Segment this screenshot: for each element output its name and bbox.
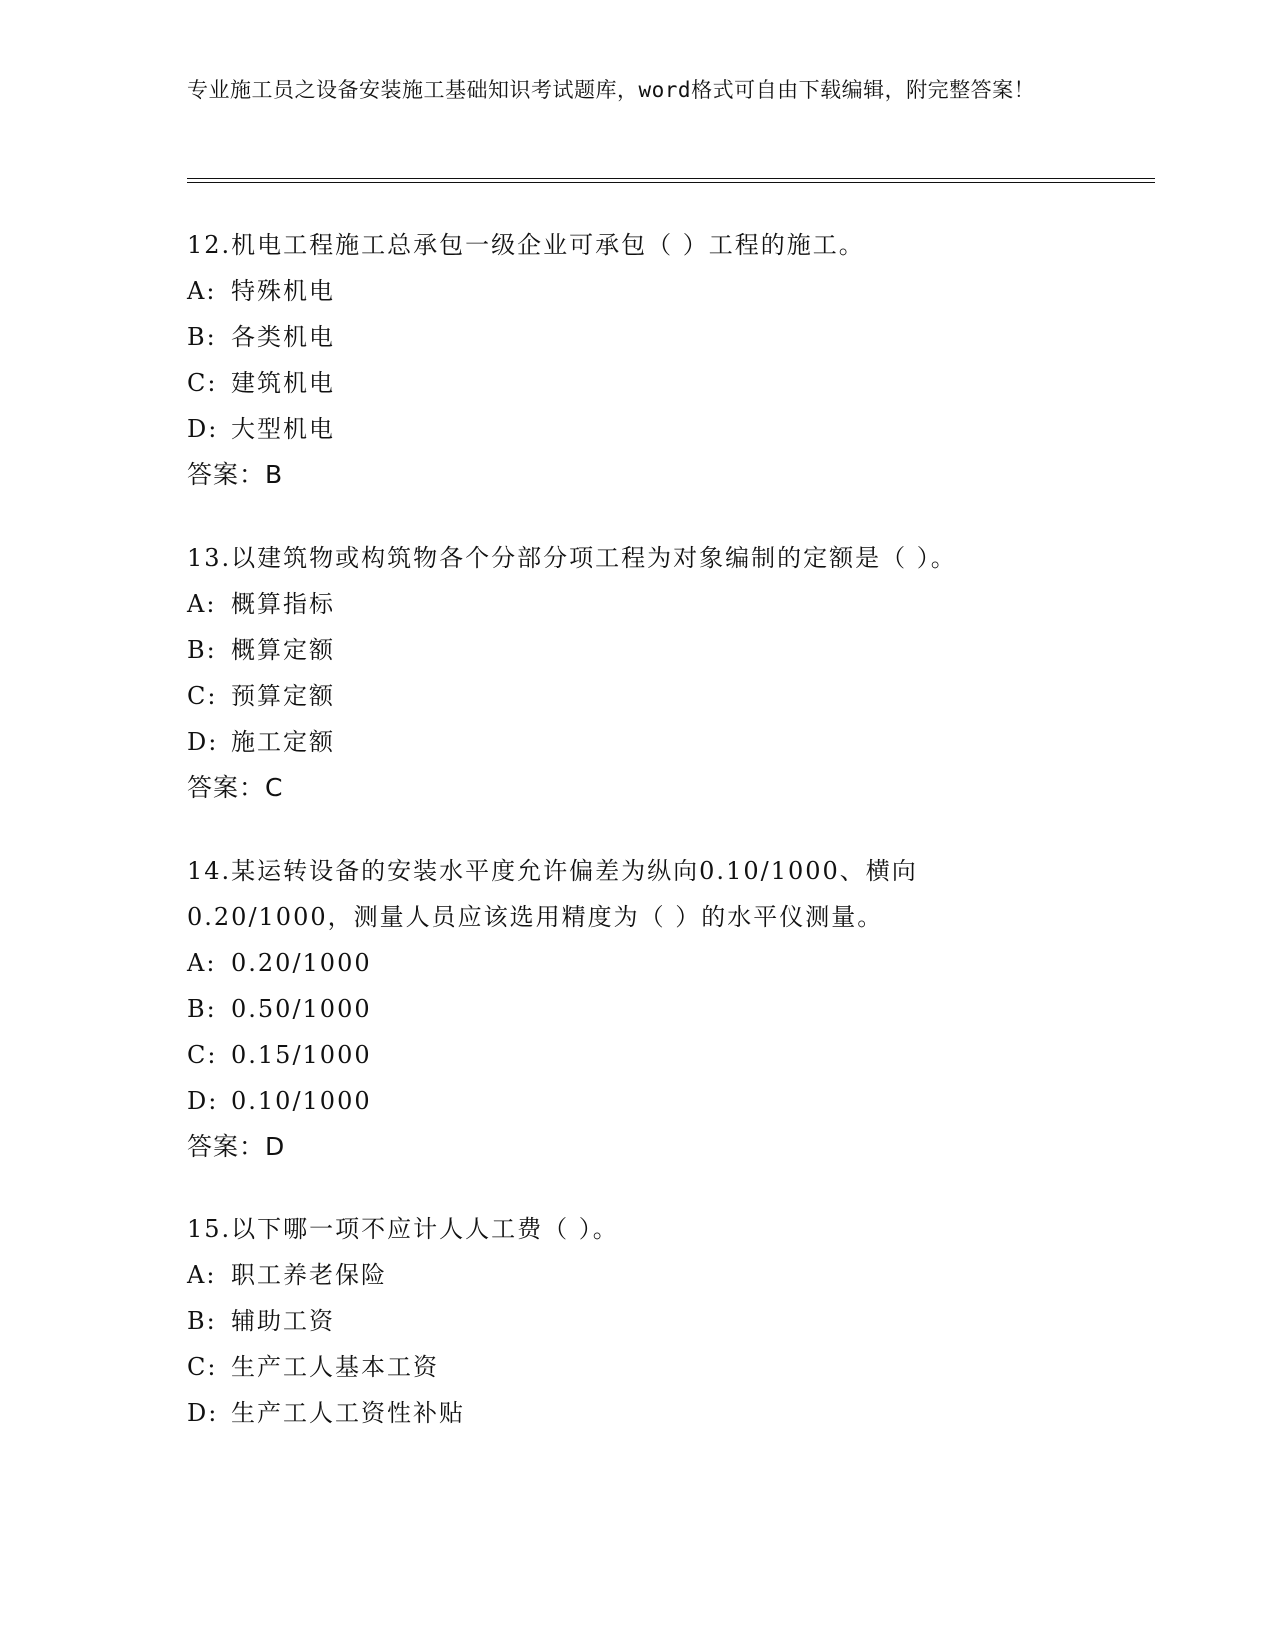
question-stem: 15.以下哪一项不应计人人工费（ ）。: [187, 1215, 619, 1243]
option-text: 0.50/1000: [231, 995, 372, 1023]
answer: 答案：B: [187, 460, 284, 489]
option-c: [187, 1032, 1087, 1078]
answer: 答案：D: [187, 1132, 286, 1161]
question-12: [187, 222, 1087, 498]
option-text: 概算定额: [231, 636, 335, 664]
option-letter: C:: [187, 369, 218, 397]
option-a: [187, 1252, 1087, 1298]
option-letter: A:: [187, 949, 217, 977]
option-a: [187, 581, 1087, 627]
option-c: [187, 673, 1087, 719]
option-d: [187, 1078, 1087, 1124]
option-text: 生产工人基本工资: [231, 1353, 439, 1381]
option-text: 各类机电: [231, 323, 335, 351]
option-a: [187, 268, 1087, 314]
option-letter: A:: [187, 590, 217, 618]
question-13: [187, 535, 1087, 811]
option-text: 0.20/1000: [231, 949, 372, 977]
option-text: 职工养老保险: [231, 1261, 387, 1289]
document-intro: 专业施工员之设备安装施工基础知识考试题库，word格式可自由下载编辑，附完整答案！: [187, 78, 1036, 102]
option-letter: C:: [187, 682, 218, 710]
question-stem: 13.以建筑物或构筑物各个分部分项工程为对象编制的定额是（ ）。: [187, 544, 957, 572]
option-text: 生产工人工资性补贴: [231, 1399, 465, 1427]
option-d: [187, 1390, 1087, 1436]
option-letter: D:: [187, 1087, 219, 1115]
option-letter: C:: [187, 1041, 218, 1069]
option-b: [187, 1298, 1087, 1344]
option-a: [187, 940, 1087, 986]
option-b: [187, 986, 1087, 1032]
option-letter: A:: [187, 1261, 217, 1289]
option-b: [187, 627, 1087, 673]
question-14: [187, 848, 1087, 1170]
option-b: [187, 314, 1087, 360]
question-stem: 14.某运转设备的安装水平度允许偏差为纵向0.10/1000、横向0.20/1000，测量人员应该选用精度为（ ）的水平仪测量。: [187, 857, 918, 931]
option-text: 0.15/1000: [231, 1041, 372, 1069]
option-letter: B:: [187, 323, 217, 351]
option-letter: B:: [187, 995, 217, 1023]
option-d: [187, 406, 1087, 452]
answer: 答案：C: [187, 773, 284, 802]
question-stem: 12.机电工程施工总承包一级企业可承包（ ）工程的施工。: [187, 231, 865, 259]
option-letter: D:: [187, 728, 219, 756]
question-15: [187, 1206, 1087, 1436]
option-letter: B:: [187, 1307, 217, 1335]
option-text: 施工定额: [231, 728, 335, 756]
option-text: 辅助工资: [231, 1307, 335, 1335]
option-d: [187, 719, 1087, 765]
option-text: 大型机电: [231, 415, 335, 443]
option-c: [187, 360, 1087, 406]
option-letter: D:: [187, 1399, 219, 1427]
option-letter: C:: [187, 1353, 218, 1381]
option-letter: A:: [187, 277, 217, 305]
option-letter: B:: [187, 636, 217, 664]
option-text: 预算定额: [231, 682, 335, 710]
option-text: 特殊机电: [231, 277, 335, 305]
option-letter: D:: [187, 415, 219, 443]
header-divider: [187, 178, 1155, 183]
option-text: 0.10/1000: [231, 1087, 372, 1115]
option-text: 建筑机电: [231, 369, 335, 397]
option-text: 概算指标: [231, 590, 335, 618]
option-c: [187, 1344, 1087, 1390]
